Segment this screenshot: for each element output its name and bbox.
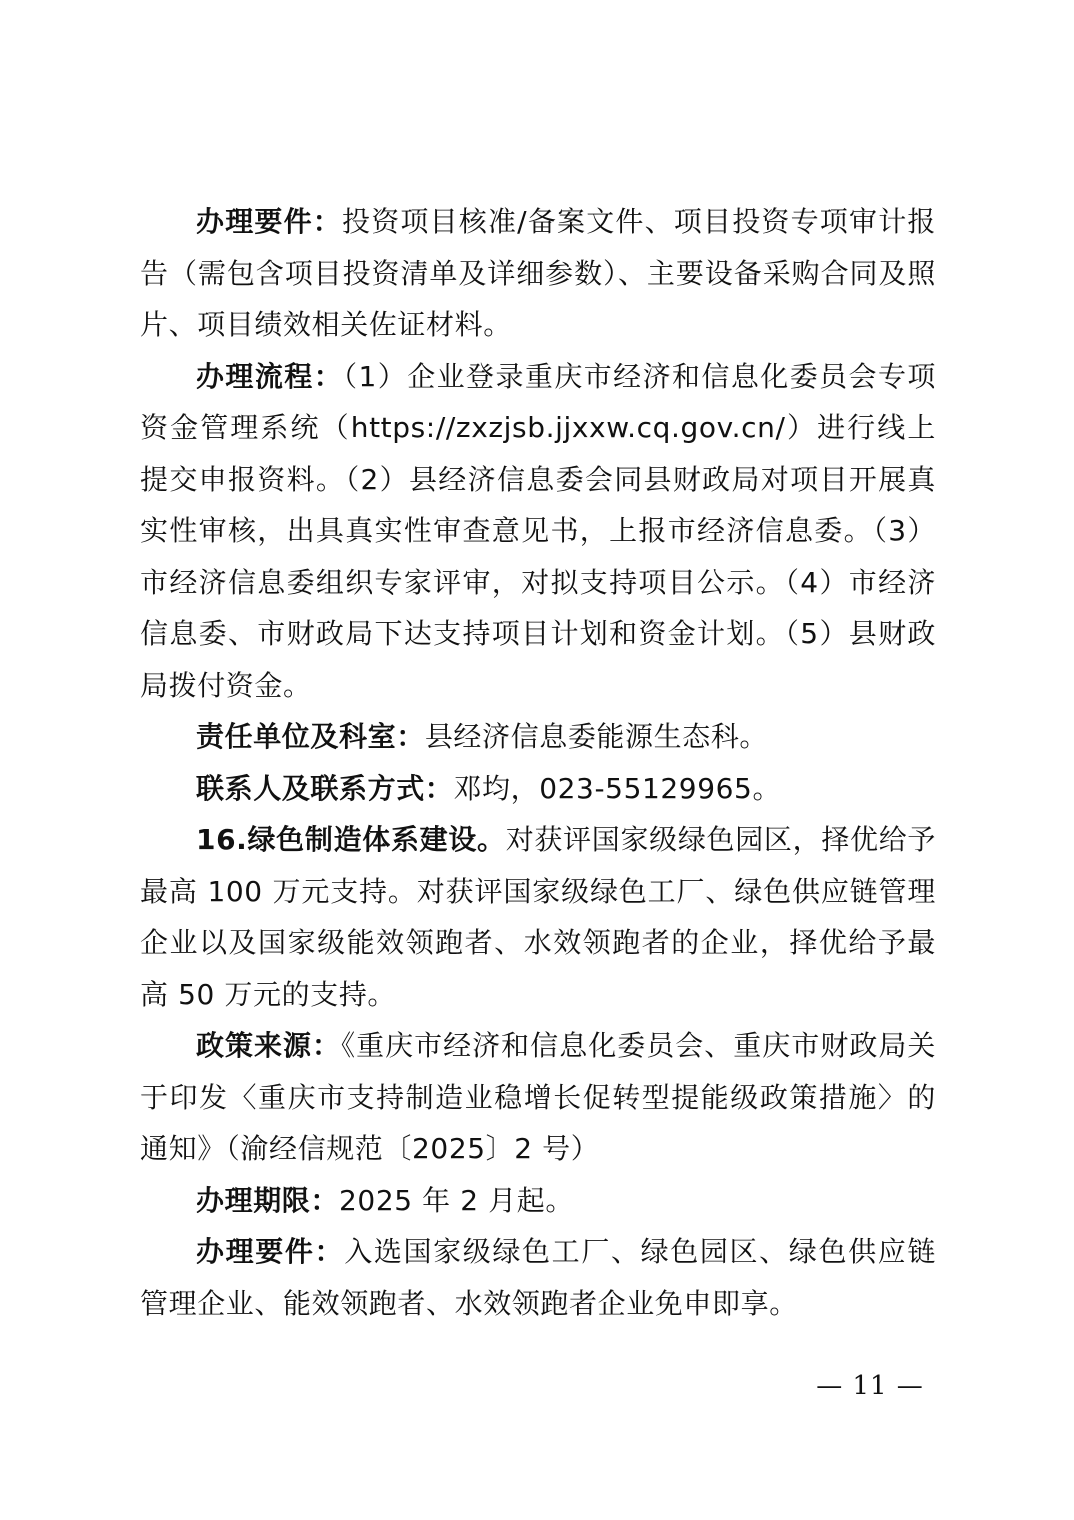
paragraph-text: 对获评国家级绿色园区，择优给予最高 100 万元支持。对获评国家级绿色工厂、绿色供应链管理企业以及国家级能效领跑者、水效领跑者的企业，择优给予最高 50 万元的支持。 [140, 823, 936, 1011]
paragraph-label: 办理期限： [196, 1183, 340, 1217]
paragraph-label: 16.绿色制造体系建设。 [196, 823, 506, 856]
paragraph-label: 责任单位及科室： [196, 720, 425, 753]
paragraph-label: 联系人及联系方式： [196, 771, 454, 805]
page-number: — 11 — [816, 1371, 924, 1401]
paragraph-text: 入选国家级绿色工厂、绿色园区、绿色供应链管理企业、能效领跑者、水效领跑者企业免申即享。 [140, 1235, 936, 1320]
paragraph-text: 邓均，023-55129965。 [453, 771, 782, 805]
paragraph-text: 《重庆市经济和信息化委员会、重庆市财政局关于印发〈重庆市支持制造业稳增长促转型提能级政策措施〉的通知》（渝经信规范〔2025〕2 号） [140, 1029, 936, 1165]
paragraph-contact [140, 763, 936, 815]
paragraph-item-16-green-manufacturing [140, 814, 936, 1020]
paragraph-application-process [140, 351, 936, 712]
paragraph-responsible-unit [140, 711, 936, 763]
paragraph-text: （1）企业登录重庆市经济和信息化委员会专项资金管理系统（https://zxzjsb.jjxxw.cq.gov.cn/）进行线上提交申报资料。（2）县经济信息委会同县财政局对项目开展真实性审核，出具真实性审查意见书，上报市经济信息委。（3）市经济信息委组织专家评审，对拟支持项目公示。（4）市经济信息委、市财政局下达支持项目计划和资金计划。（5）县财政局拨付资金。 [140, 359, 936, 702]
paragraph-label: 政策来源： [196, 1029, 342, 1062]
paragraph-text: 投资项目核准/备案文件、项目投资专项审计报告（需包含项目投资清单及详细参数）、主要设备采购合同及照片、项目绩效相关佐证材料。 [140, 205, 936, 341]
paragraph-label: 办理要件： [196, 1235, 345, 1268]
paragraph-label: 办理流程： [196, 359, 344, 393]
paragraph-policy-source [140, 1020, 936, 1175]
paragraph-label: 办理要件： [196, 205, 342, 238]
paragraph-text: 2025 年 2 月起。 [339, 1183, 574, 1217]
document-body [140, 196, 936, 1329]
paragraph-text: 县经济信息委能源生态科。 [424, 720, 769, 753]
paragraph-application-requirements [140, 196, 936, 351]
paragraph-application-requirements-2 [140, 1226, 936, 1329]
paragraph-application-period [140, 1175, 936, 1227]
